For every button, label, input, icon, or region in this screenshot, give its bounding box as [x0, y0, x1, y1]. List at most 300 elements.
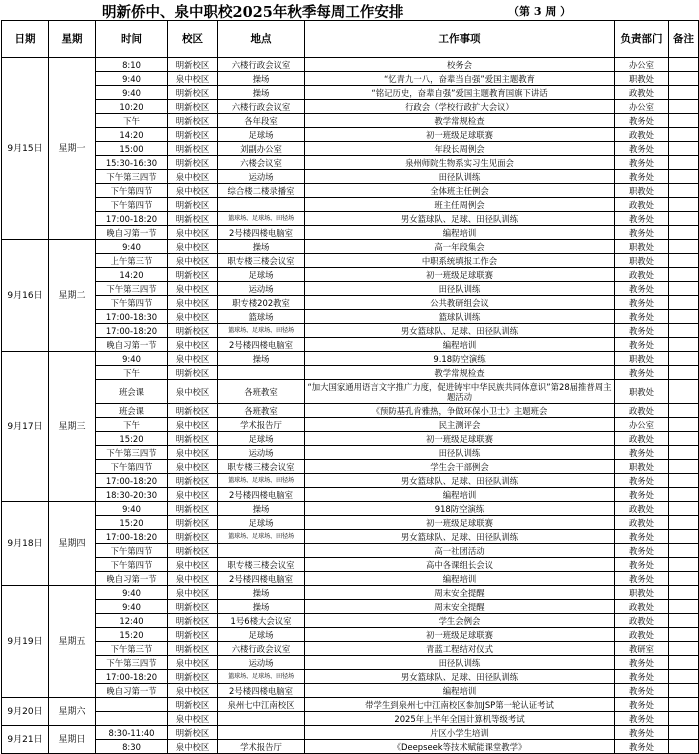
- location-cell: 六楼行政会议室: [218, 100, 305, 114]
- note-cell: [669, 530, 699, 544]
- time-cell: 8:30-11:40: [96, 726, 168, 740]
- location-cell: 篮球场: [218, 310, 305, 324]
- item-cell: 918防空演练: [305, 502, 615, 516]
- location-cell: 2号楼四楼电脑室: [218, 226, 305, 240]
- table-row: [2, 198, 699, 212]
- weekday-cell: 星期五: [49, 586, 96, 698]
- dept-cell: 教务处: [615, 572, 669, 586]
- item-cell: 初一班级足球联赛: [305, 432, 615, 446]
- dept-cell: 职教处: [615, 72, 669, 86]
- item-cell: “加大国家通用语言文字推广力度，促进铸牢中华民族共同体意识”第28届推普周主题活动: [305, 380, 615, 404]
- note-cell: [669, 352, 699, 366]
- note-cell: [669, 698, 699, 712]
- location-cell: 足球场: [218, 268, 305, 282]
- header-note: 备注: [669, 21, 699, 58]
- campus-cell: 明新校区: [168, 516, 218, 530]
- table-row: [2, 380, 699, 404]
- location-cell: 篮球场、足球场、田径场: [218, 324, 305, 338]
- time-cell: 15:20: [96, 516, 168, 530]
- time-cell: 班会课: [96, 404, 168, 418]
- time-cell: 下午第四节: [96, 460, 168, 474]
- time-cell: [96, 712, 168, 726]
- location-cell: 学术报告厅: [218, 740, 305, 754]
- note-cell: [669, 446, 699, 460]
- location-cell: 泉州七中江南校区: [218, 698, 305, 712]
- weekday-cell: 星期二: [49, 240, 96, 352]
- note-cell: [669, 488, 699, 502]
- location-cell: 职专楼三楼会议室: [218, 254, 305, 268]
- note-cell: [669, 170, 699, 184]
- item-cell: 编程培训: [305, 338, 615, 352]
- time-cell: 17:00-18:20: [96, 474, 168, 488]
- location-cell: [218, 198, 305, 212]
- dept-cell: 教务处: [615, 212, 669, 226]
- campus-cell: 明新校区: [168, 142, 218, 156]
- location-cell: 职专楼三楼会议室: [218, 460, 305, 474]
- time-cell: 17:00-18:30: [96, 310, 168, 324]
- item-cell: 学生会例会: [305, 614, 615, 628]
- item-cell: 男女篮球队、足球、田径队训练: [305, 474, 615, 488]
- weekday-cell: 星期四: [49, 502, 96, 586]
- item-cell: 青蓝工程结对仪式: [305, 642, 615, 656]
- dept-cell: 教务处: [615, 474, 669, 488]
- table-row: [2, 530, 699, 544]
- location-cell: 运动场: [218, 282, 305, 296]
- table-row: [2, 628, 699, 642]
- campus-cell: 泉中校区: [168, 380, 218, 404]
- item-cell: 带学生到泉州七中江南校区参加JSP第一轮认证考试: [305, 698, 615, 712]
- item-cell: 男女篮球队、足球、田径队训练: [305, 212, 615, 226]
- note-cell: [669, 642, 699, 656]
- campus-cell: 泉中校区: [168, 740, 218, 754]
- dept-cell: 职教处: [615, 240, 669, 254]
- dept-cell: 教务处: [615, 656, 669, 670]
- item-cell: 民主测评会: [305, 418, 615, 432]
- note-cell: [669, 586, 699, 600]
- weekday-cell: 星期六: [49, 698, 96, 726]
- item-cell: 高一年段集会: [305, 240, 615, 254]
- dept-cell: 职教处: [615, 254, 669, 268]
- dept-cell: 政教处: [615, 404, 669, 418]
- note-cell: [669, 282, 699, 296]
- header-date: 日期: [2, 21, 49, 58]
- table-row: [2, 544, 699, 558]
- item-cell: “铭记历史，奋辈自强”爱国主题教育国旗下讲话: [305, 86, 615, 100]
- header-item: 工作事项: [305, 21, 615, 58]
- table-row: [2, 184, 699, 198]
- campus-cell: 明新校区: [168, 156, 218, 170]
- table-row: [2, 142, 699, 156]
- note-cell: [669, 572, 699, 586]
- table-row: [2, 460, 699, 474]
- note-cell: [669, 310, 699, 324]
- time-cell: 下午第四节: [96, 198, 168, 212]
- note-cell: [669, 614, 699, 628]
- note-cell: [669, 226, 699, 240]
- weekday-cell: 星期三: [49, 352, 96, 502]
- time-cell: 8:10: [96, 58, 168, 72]
- time-cell: 9:40: [96, 86, 168, 100]
- time-cell: 18:30-20:30: [96, 488, 168, 502]
- item-cell: 编程培训: [305, 684, 615, 698]
- campus-cell: 泉中校区: [168, 296, 218, 310]
- campus-cell: 明新校区: [168, 628, 218, 642]
- note-cell: [669, 128, 699, 142]
- dept-cell: 办公室: [615, 100, 669, 114]
- table-row: [2, 296, 699, 310]
- time-cell: 9:40: [96, 600, 168, 614]
- dept-cell: 政教处: [615, 432, 669, 446]
- item-cell: 编程培训: [305, 572, 615, 586]
- time-cell: 晚自习第一节: [96, 572, 168, 586]
- location-cell: 运动场: [218, 656, 305, 670]
- location-cell: 足球场: [218, 432, 305, 446]
- table-row: [2, 656, 699, 670]
- dept-cell: 政教处: [615, 600, 669, 614]
- dept-cell: 教务处: [615, 296, 669, 310]
- table-row: [2, 240, 699, 254]
- time-cell: 17:00-18:20: [96, 670, 168, 684]
- item-cell: 公共教研组会议: [305, 296, 615, 310]
- item-cell: 男女篮球队、足球、田径队训练: [305, 324, 615, 338]
- dept-cell: 教务处: [615, 684, 669, 698]
- campus-cell: 泉中校区: [168, 558, 218, 572]
- note-cell: [669, 366, 699, 380]
- week-label: （第 3 周 ）: [508, 5, 572, 18]
- campus-cell: 明新校区: [168, 324, 218, 338]
- dept-cell: 教务处: [615, 282, 669, 296]
- campus-cell: 明新校区: [168, 726, 218, 740]
- note-cell: [669, 268, 699, 282]
- campus-cell: 明新校区: [168, 474, 218, 488]
- table-row: [2, 712, 699, 726]
- campus-cell: 明新校区: [168, 698, 218, 712]
- table-row: [2, 404, 699, 418]
- dept-cell: 教务处: [615, 544, 669, 558]
- campus-cell: 明新校区: [168, 544, 218, 558]
- time-cell: 14:20: [96, 128, 168, 142]
- location-cell: [218, 726, 305, 740]
- campus-cell: 明新校区: [168, 404, 218, 418]
- date-cell: 9月17日: [2, 352, 49, 502]
- time-cell: 9:40: [96, 72, 168, 86]
- dept-cell: 政教处: [615, 614, 669, 628]
- table-row: [2, 474, 699, 488]
- table-row: [2, 488, 699, 502]
- table-row: [2, 670, 699, 684]
- campus-cell: 明新校区: [168, 198, 218, 212]
- campus-cell: 明新校区: [168, 432, 218, 446]
- location-cell: 各班教室: [218, 404, 305, 418]
- note-cell: [669, 156, 699, 170]
- item-cell: 校务会: [305, 58, 615, 72]
- date-cell: 9月18日: [2, 502, 49, 586]
- location-cell: 刘副办公室: [218, 142, 305, 156]
- time-cell: 下午第四节: [96, 184, 168, 198]
- time-cell: 9:40: [96, 586, 168, 600]
- time-cell: 14:20: [96, 268, 168, 282]
- time-cell: 晚自习第一节: [96, 226, 168, 240]
- campus-cell: 明新校区: [168, 128, 218, 142]
- location-cell: 篮球场、足球场、田径场: [218, 670, 305, 684]
- table-row: [2, 72, 699, 86]
- location-cell: [218, 544, 305, 558]
- item-cell: 学生会干部例会: [305, 460, 615, 474]
- dept-cell: 职教处: [615, 380, 669, 404]
- campus-cell: 明新校区: [168, 114, 218, 128]
- dept-cell: 政教处: [615, 502, 669, 516]
- table-row: [2, 226, 699, 240]
- campus-cell: 泉中校区: [168, 712, 218, 726]
- item-cell: 篮球队训练: [305, 310, 615, 324]
- item-cell: 田径队训练: [305, 446, 615, 460]
- note-cell: [669, 338, 699, 352]
- location-cell: 篮球场、足球场、田径场: [218, 474, 305, 488]
- item-cell: 班主任周例会: [305, 198, 615, 212]
- item-cell: 《Deepseek等技术赋能课堂教学》: [305, 740, 615, 754]
- time-cell: 15:20: [96, 628, 168, 642]
- dept-cell: 教务处: [615, 446, 669, 460]
- header-campus: 校区: [168, 21, 218, 58]
- header-location: 地点: [218, 21, 305, 58]
- dept-cell: 政教处: [615, 268, 669, 282]
- table-row: [2, 614, 699, 628]
- table-row: [2, 100, 699, 114]
- item-cell: 田径队训练: [305, 170, 615, 184]
- schedule-table: [1, 20, 699, 754]
- date-cell: 9月20日: [2, 698, 49, 726]
- table-row: [2, 586, 699, 600]
- note-cell: [669, 516, 699, 530]
- note-cell: [669, 240, 699, 254]
- location-cell: 职专楼202教室: [218, 296, 305, 310]
- table-row: [2, 740, 699, 754]
- item-cell: 编程培训: [305, 226, 615, 240]
- table-row: [2, 366, 699, 380]
- time-cell: [96, 698, 168, 712]
- time-cell: 下午第三节: [96, 642, 168, 656]
- dept-cell: 职教处: [615, 460, 669, 474]
- time-cell: 9:40: [96, 352, 168, 366]
- note-cell: [669, 86, 699, 100]
- header-time: 时间: [96, 21, 168, 58]
- note-cell: [669, 432, 699, 446]
- table-row: [2, 282, 699, 296]
- note-cell: [669, 558, 699, 572]
- campus-cell: 泉中校区: [168, 684, 218, 698]
- campus-cell: 明新校区: [168, 58, 218, 72]
- campus-cell: 泉中校区: [168, 240, 218, 254]
- note-cell: [669, 502, 699, 516]
- dept-cell: 教务处: [615, 114, 669, 128]
- table-row: [2, 572, 699, 586]
- item-cell: 高一社团活动: [305, 544, 615, 558]
- campus-cell: 泉中校区: [168, 310, 218, 324]
- location-cell: 操场: [218, 240, 305, 254]
- dept-cell: 教务处: [615, 324, 669, 338]
- time-cell: 15:00: [96, 142, 168, 156]
- note-cell: [669, 212, 699, 226]
- item-cell: 教学常规检查: [305, 366, 615, 380]
- dept-cell: 教务处: [615, 310, 669, 324]
- dept-cell: 教务处: [615, 712, 669, 726]
- dept-cell: 教务处: [615, 670, 669, 684]
- campus-cell: 明新校区: [168, 670, 218, 684]
- time-cell: 下午: [96, 114, 168, 128]
- header-dept: 负责部门: [615, 21, 669, 58]
- table-row: [2, 446, 699, 460]
- note-cell: [669, 198, 699, 212]
- campus-cell: 泉中校区: [168, 254, 218, 268]
- location-cell: 2号楼四楼电脑室: [218, 338, 305, 352]
- item-cell: 初一班级足球联赛: [305, 516, 615, 530]
- note-cell: [669, 404, 699, 418]
- table-row: [2, 502, 699, 516]
- dept-cell: 办公室: [615, 418, 669, 432]
- time-cell: 15:20: [96, 432, 168, 446]
- item-cell: 9.18防空演练: [305, 352, 615, 366]
- dept-cell: 政教处: [615, 198, 669, 212]
- note-cell: [669, 740, 699, 754]
- table-row: [2, 418, 699, 432]
- location-cell: 操场: [218, 502, 305, 516]
- note-cell: [669, 184, 699, 198]
- campus-cell: 泉中校区: [168, 226, 218, 240]
- location-cell: 操场: [218, 72, 305, 86]
- table-row: [2, 324, 699, 338]
- table-row: [2, 114, 699, 128]
- time-cell: 下午: [96, 418, 168, 432]
- dept-cell: 教务处: [615, 226, 669, 240]
- dept-cell: 教务处: [615, 488, 669, 502]
- dept-cell: 教务处: [615, 170, 669, 184]
- location-cell: 操场: [218, 586, 305, 600]
- item-cell: 年段长周例会: [305, 142, 615, 156]
- campus-cell: 明新校区: [168, 600, 218, 614]
- campus-cell: 明新校区: [168, 642, 218, 656]
- location-cell: 2号楼四楼电脑室: [218, 488, 305, 502]
- time-cell: 下午第三四节: [96, 170, 168, 184]
- campus-cell: 泉中校区: [168, 656, 218, 670]
- item-cell: 初一班级足球联赛: [305, 268, 615, 282]
- campus-cell: 明新校区: [168, 614, 218, 628]
- dept-cell: 政教处: [615, 86, 669, 100]
- time-cell: 9:40: [96, 240, 168, 254]
- dept-cell: 教务处: [615, 142, 669, 156]
- note-cell: [669, 58, 699, 72]
- header-weekday: 星期: [49, 21, 96, 58]
- time-cell: 17:00-18:20: [96, 530, 168, 544]
- item-cell: 全体班主任例会: [305, 184, 615, 198]
- table-row: [2, 128, 699, 142]
- campus-cell: 泉中校区: [168, 460, 218, 474]
- campus-cell: 明新校区: [168, 268, 218, 282]
- campus-cell: 泉中校区: [168, 352, 218, 366]
- dept-cell: 教务处: [615, 338, 669, 352]
- dept-cell: 政教处: [615, 516, 669, 530]
- location-cell: [218, 366, 305, 380]
- note-cell: [669, 142, 699, 156]
- campus-cell: 泉中校区: [168, 72, 218, 86]
- note-cell: [669, 254, 699, 268]
- title-row: [0, 0, 699, 22]
- campus-cell: 泉中校区: [168, 282, 218, 296]
- table-row: [2, 268, 699, 282]
- table-row: [2, 170, 699, 184]
- weekday-cell: 星期一: [49, 58, 96, 240]
- dept-cell: 教研室: [615, 642, 669, 656]
- item-cell: 男女篮球队、足球、田径队训练: [305, 530, 615, 544]
- schedule-body: [2, 58, 699, 754]
- time-cell: 17:00-18:20: [96, 324, 168, 338]
- table-row: [2, 254, 699, 268]
- table-row: [2, 338, 699, 352]
- table-row: [2, 600, 699, 614]
- location-cell: 运动场: [218, 170, 305, 184]
- time-cell: 下午第四节: [96, 296, 168, 310]
- location-cell: 足球场: [218, 128, 305, 142]
- campus-cell: 泉中校区: [168, 184, 218, 198]
- table-row: [2, 212, 699, 226]
- item-cell: 2025年上半年全国计算机等级考试: [305, 712, 615, 726]
- item-cell: “忆青九一八，奋辈当自强”爱国主题教育: [305, 72, 615, 86]
- note-cell: [669, 712, 699, 726]
- location-cell: 六楼行政会议室: [218, 58, 305, 72]
- campus-cell: 泉中校区: [168, 338, 218, 352]
- location-cell: 综合楼二楼录播室: [218, 184, 305, 198]
- note-cell: [669, 460, 699, 474]
- note-cell: [669, 296, 699, 310]
- table-row: [2, 516, 699, 530]
- time-cell: 15:30-16:30: [96, 156, 168, 170]
- time-cell: 班会课: [96, 380, 168, 404]
- note-cell: [669, 544, 699, 558]
- dept-cell: 职教处: [615, 352, 669, 366]
- campus-cell: 泉中校区: [168, 418, 218, 432]
- dept-cell: 政教处: [615, 628, 669, 642]
- dept-cell: 教务处: [615, 726, 669, 740]
- table-row: [2, 432, 699, 446]
- note-cell: [669, 656, 699, 670]
- time-cell: 8:30: [96, 740, 168, 754]
- campus-cell: 明新校区: [168, 86, 218, 100]
- item-cell: 编程培训: [305, 488, 615, 502]
- item-cell: 男女篮球队、足球、田径队训练: [305, 670, 615, 684]
- table-row: [2, 642, 699, 656]
- note-cell: [669, 114, 699, 128]
- table-row: [2, 684, 699, 698]
- location-cell: 操场: [218, 600, 305, 614]
- note-cell: [669, 380, 699, 404]
- campus-cell: 泉中校区: [168, 446, 218, 460]
- table-row: [2, 698, 699, 712]
- dept-cell: 教务处: [615, 698, 669, 712]
- item-cell: 泉州师院生物系实习生见面会: [305, 156, 615, 170]
- header-row: [2, 21, 699, 58]
- date-cell: 9月15日: [2, 58, 49, 240]
- time-cell: 9:40: [96, 502, 168, 516]
- campus-cell: 明新校区: [168, 100, 218, 114]
- location-cell: [218, 712, 305, 726]
- location-cell: 篮球场、足球场、田径场: [218, 530, 305, 544]
- campus-cell: 明新校区: [168, 502, 218, 516]
- campus-cell: 明新校区: [168, 366, 218, 380]
- location-cell: 各年段室: [218, 114, 305, 128]
- item-cell: 行政会（学校行政扩大会议）: [305, 100, 615, 114]
- location-cell: 1号6楼大会议室: [218, 614, 305, 628]
- time-cell: 下午第三四节: [96, 446, 168, 460]
- location-cell: 2号楼四楼电脑室: [218, 572, 305, 586]
